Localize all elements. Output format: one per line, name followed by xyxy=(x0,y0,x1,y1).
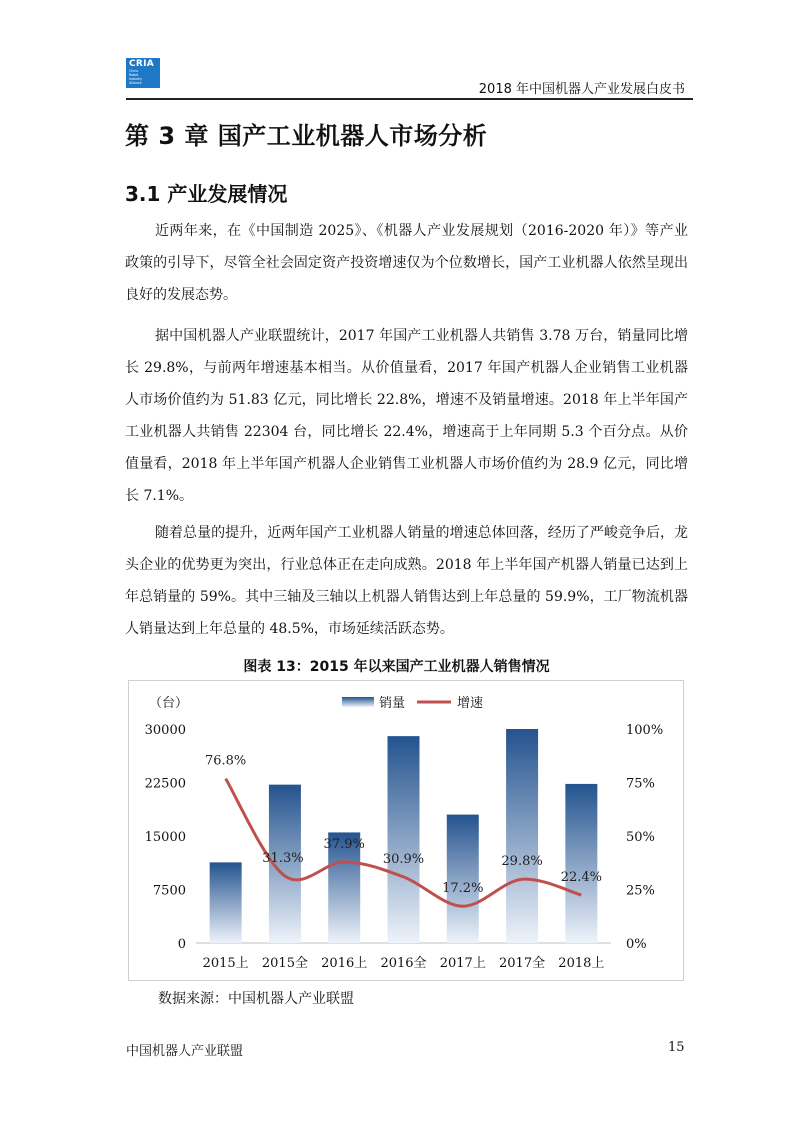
logo-text: CRIA xyxy=(129,59,155,69)
logo-subtext: China Robot Industry Alliance xyxy=(129,69,143,85)
sales-chart xyxy=(128,680,684,981)
left-axis-tick: 22500 xyxy=(144,776,186,792)
legend-swatch-bar xyxy=(342,697,374,707)
left-axis-tick: 30000 xyxy=(144,723,186,738)
category-label: 2016全 xyxy=(380,956,427,971)
left-axis-label: （台） xyxy=(149,696,189,711)
data-label: 29.8% xyxy=(501,854,543,870)
bar xyxy=(506,729,538,943)
legend-label-bar: 销量 xyxy=(379,696,406,711)
bar xyxy=(565,784,597,943)
header-divider xyxy=(126,98,693,100)
figure-caption: 图表 13：2015 年以来国产工业机器人销售情况 xyxy=(243,659,550,675)
cria-logo xyxy=(126,58,160,88)
category-label: 2018上 xyxy=(558,956,605,971)
section-title: 3.1 产业发展情况 xyxy=(125,182,288,206)
bar xyxy=(447,815,479,943)
category-label: 2015上 xyxy=(202,956,249,971)
source-note: 数据来源：中国机器人产业联盟 xyxy=(158,991,354,1007)
paragraph-3: 随着总量的提升，近两年国产工业机器人销量的增速总体回落，经历了严峻竞争后，龙头企业的优势更为突出，行业总体正在走向成熟。2018 年上半年国产机器人销量已达到上年总销量的 59%。其中三轴及三轴以上机器人销售达到上年总量的 59.9%，工厂物流机器人销量达到上年总量的 48.5%，市场延续活跃态势。 xyxy=(125,525,688,637)
data-label: 31.3% xyxy=(262,851,304,867)
right-axis-tick: 0% xyxy=(626,937,647,952)
category-label: 2017上 xyxy=(439,956,486,971)
bar-series xyxy=(210,729,598,943)
footer-org: 中国机器人产业联盟 xyxy=(126,1044,244,1059)
category-label: 2016上 xyxy=(321,956,368,971)
bar xyxy=(210,862,242,943)
chapter-title: 第 3 章 国产工业机器人市场分析 xyxy=(125,122,488,150)
right-axis-tick: 50% xyxy=(626,830,655,845)
left-axis-tick: 15000 xyxy=(144,830,186,845)
paragraph-1: 近两年来，在《中国制造 2025》、《机器人产业发展规划（2016-2020 年）》等产业政策的引导下，尽管全社会固定资产投资增速仅为个位数增长，国产工业机器人依然呈现出良好的发展态势。 xyxy=(125,223,688,303)
left-axis-tick: 0 xyxy=(177,937,186,952)
data-label: 37.9% xyxy=(323,836,365,852)
right-axis-tick: 25% xyxy=(626,883,655,899)
data-label: 17.2% xyxy=(442,881,484,897)
data-label: 22.4% xyxy=(560,870,603,886)
chart-canvas xyxy=(129,681,685,982)
category-label: 2017全 xyxy=(499,956,546,971)
data-label: 30.9% xyxy=(382,851,425,867)
right-axis-tick: 100% xyxy=(626,723,664,738)
right-axis-tick: 75% xyxy=(626,776,655,792)
legend[interactable] xyxy=(342,695,483,711)
category-label: 2015全 xyxy=(261,956,308,971)
document-title: 2018 年中国机器人产业发展白皮书 xyxy=(478,82,685,97)
bar xyxy=(388,736,420,943)
legend-label-line: 增速 xyxy=(457,696,484,711)
data-label: 76.8% xyxy=(204,753,247,769)
paragraph-2: 据中国机器人产业联盟统计，2017 年国产工业机器人共销售 3.78 万台，销量同比增长 29.8%，与前两年增速基本相当。从价值量看，2017 年国产机器人企业销售工业机器人市场价值约为 51.83 亿元，同比增长 22.8%，增速不及销量增速。2018 年上半年国产工业机器人共销售 22304 台，同比增长 22.4%，增速高于上年同期 5.3 个百分点。从价值量看，2018 年上半年国产机器人企业销售工业机器人市场价值约为 28.9 亿元，同比增长 7.1%。 xyxy=(125,328,688,504)
left-axis-tick: 7500 xyxy=(152,883,186,899)
page-number: 15 xyxy=(668,1040,685,1055)
